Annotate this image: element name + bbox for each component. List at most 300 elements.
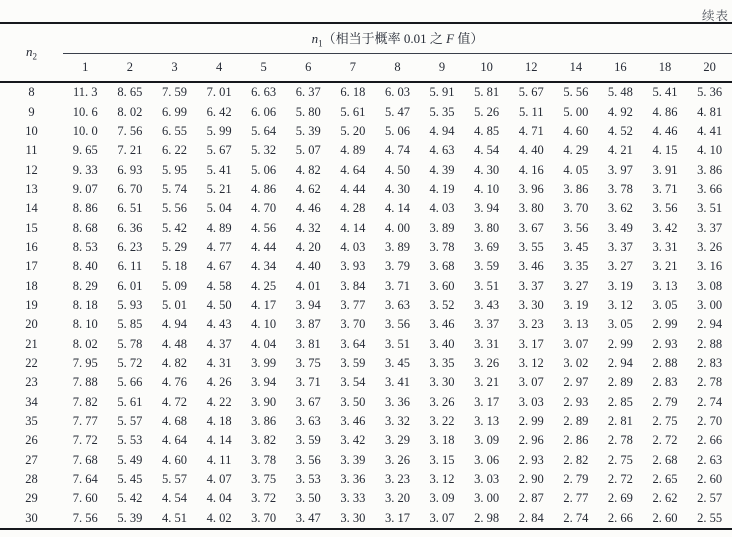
cell-value: 3. 91: [652, 162, 678, 177]
cell-value: 5. 56: [161, 201, 187, 216]
cell-value: 3. 35: [563, 259, 589, 274]
cell-value: 6. 11: [117, 259, 143, 274]
cell-value: 6. 93: [117, 162, 143, 177]
cell-value: 4. 04: [251, 336, 277, 351]
cell-value: 4. 44: [251, 239, 277, 254]
cell-value: 3. 42: [340, 433, 366, 448]
cell-value: 3. 45: [384, 355, 410, 370]
n2-cell: 9: [28, 104, 35, 119]
cell-value: 4. 29: [563, 143, 589, 158]
cell-value: 4. 48: [161, 336, 187, 351]
cell-value: 3. 07: [518, 375, 544, 390]
cell-value: 4. 30: [474, 162, 500, 177]
table-row: [0, 257, 732, 276]
cell-value: 5. 35: [429, 104, 455, 119]
cell-value: 2. 78: [607, 433, 633, 448]
cell-value: 5. 47: [384, 104, 410, 119]
cell-value: 3. 23: [384, 472, 410, 487]
table-row: [0, 489, 732, 508]
cell-value: 3. 19: [607, 278, 633, 293]
cell-value: 4. 77: [206, 239, 232, 254]
cell-value: 3. 75: [295, 355, 321, 370]
cell-value: 5. 45: [117, 472, 143, 487]
cell-value: 2. 86: [563, 433, 589, 448]
column-header: 12: [509, 54, 554, 83]
cell-value: 2. 81: [607, 414, 633, 429]
cell-value: 4. 10: [697, 143, 723, 158]
cell-value: 3. 78: [607, 181, 633, 196]
cell-value: 3. 37: [697, 220, 723, 235]
cell-value: 3. 23: [518, 317, 544, 332]
cell-value: 3. 03: [518, 394, 544, 409]
cell-value: 3. 97: [607, 162, 633, 177]
cell-value: 3. 26: [474, 355, 500, 370]
n1-subscript: 1: [318, 38, 323, 49]
n2-cell: 28: [25, 472, 38, 487]
cell-value: 3. 21: [652, 259, 678, 274]
cell-value: 5. 57: [161, 472, 187, 487]
cell-value: 3. 17: [474, 394, 500, 409]
cell-value: 6. 37: [295, 85, 321, 100]
cell-value: 3. 78: [429, 239, 455, 254]
n2-cell: 23: [25, 375, 38, 390]
cell-value: 4. 40: [518, 143, 544, 158]
cell-value: 4. 39: [429, 162, 455, 177]
table-row: [0, 451, 732, 470]
cell-value: 3. 67: [295, 394, 321, 409]
n2-cell: 19: [25, 297, 38, 312]
cell-value: 3. 93: [340, 259, 366, 274]
group-header-row: [0, 23, 732, 54]
table-row: [0, 276, 732, 295]
cell-value: 3. 36: [340, 472, 366, 487]
n2-cell: 29: [25, 491, 38, 506]
cell-value: 2. 93: [563, 394, 589, 409]
cell-value: 7. 59: [161, 85, 187, 100]
cell-value: 6. 63: [251, 85, 277, 100]
column-header: 3: [152, 54, 197, 83]
n2-cell: 34: [25, 394, 38, 409]
cell-value: 5. 42: [117, 491, 143, 506]
n2-cell: 27: [25, 452, 38, 467]
n2-cell: 35: [25, 414, 38, 429]
cell-value: 3. 70: [241, 509, 286, 529]
cell-value: 5. 07: [295, 143, 321, 158]
cell-value: 7. 68: [72, 452, 98, 467]
cell-value: 5. 66: [117, 375, 143, 390]
cell-value: 5. 61: [340, 104, 366, 119]
cell-value: 5. 39: [108, 509, 153, 529]
cell-value: 8. 40: [72, 259, 98, 274]
cell-value: 4. 64: [340, 162, 366, 177]
cell-value: 4. 63: [429, 143, 455, 158]
cell-value: 3. 37: [474, 317, 500, 332]
cell-value: 2. 75: [607, 452, 633, 467]
cell-value: 4. 89: [206, 220, 232, 235]
cell-value: 3. 80: [518, 201, 544, 216]
cell-value: 3. 71: [652, 181, 678, 196]
cell-value: 3. 17: [375, 509, 420, 529]
table-row: [0, 431, 732, 450]
cell-value: 4. 04: [206, 491, 232, 506]
cell-value: 3. 53: [295, 472, 321, 487]
cell-value: 3. 77: [340, 297, 366, 312]
cell-value: 6. 36: [117, 220, 143, 235]
table-row: [0, 180, 732, 199]
cell-value: 3. 08: [697, 278, 723, 293]
cell-value: 3. 80: [474, 220, 500, 235]
cell-value: 5. 61: [117, 394, 143, 409]
cell-value: 7. 72: [72, 433, 98, 448]
cell-value: 2. 60: [643, 509, 688, 529]
cell-value: 3. 26: [384, 452, 410, 467]
cell-value: 4. 76: [161, 375, 187, 390]
cell-value: 2. 79: [563, 472, 589, 487]
cell-value: 5. 39: [295, 123, 321, 138]
cell-value: 4. 10: [474, 181, 500, 196]
row-variable-header: [0, 23, 63, 82]
n2-subscript: 2: [32, 51, 37, 62]
cell-value: 3. 47: [286, 509, 331, 529]
column-header: 7: [331, 54, 376, 83]
column-header: 20: [687, 54, 732, 83]
f-variable: F: [446, 31, 455, 47]
cell-value: 3. 84: [340, 278, 366, 293]
cell-value: 5. 74: [161, 181, 187, 196]
cell-value: 6. 70: [117, 181, 143, 196]
cell-value: 3. 63: [295, 414, 321, 429]
cell-value: 5. 57: [117, 414, 143, 429]
table-row: [0, 393, 732, 412]
cell-value: 3. 82: [251, 433, 277, 448]
cell-value: 3. 59: [295, 433, 321, 448]
column-header: 1: [63, 54, 108, 83]
cell-value: 2. 85: [607, 394, 633, 409]
cell-value: 4. 74: [384, 143, 410, 158]
cell-value: 3. 99: [251, 355, 277, 370]
cell-value: 3. 26: [697, 239, 723, 254]
cell-value: 5. 41: [206, 162, 232, 177]
cell-value: 3. 49: [607, 220, 633, 235]
cell-value: 2. 66: [598, 509, 643, 529]
cell-value: 2. 90: [518, 472, 544, 487]
cell-value: 5. 06: [251, 162, 277, 177]
table-row: [0, 160, 732, 179]
cell-value: 3. 51: [384, 336, 410, 351]
cell-value: 6. 03: [384, 85, 410, 100]
cell-value: 3. 26: [429, 394, 455, 409]
cell-value: 5. 80: [295, 104, 321, 119]
cell-value: 2. 66: [697, 433, 723, 448]
cell-value: 3. 42: [652, 220, 678, 235]
cell-value: 2. 68: [652, 452, 678, 467]
cell-value: 3. 86: [251, 414, 277, 429]
cell-value: 3. 33: [340, 491, 366, 506]
cell-value: 3. 13: [474, 414, 500, 429]
cell-value: 5. 32: [251, 143, 277, 158]
cell-value: 3. 63: [384, 297, 410, 312]
cell-value: 3. 70: [340, 317, 366, 332]
cell-value: 5. 41: [652, 85, 678, 100]
cell-value: 7. 64: [72, 472, 98, 487]
cell-value: 3. 19: [563, 297, 589, 312]
cell-value: 3. 12: [518, 355, 544, 370]
cell-value: 5. 20: [340, 123, 366, 138]
cell-value: 8. 10: [72, 317, 98, 332]
cell-value: 4. 52: [607, 123, 633, 138]
cell-value: 5. 72: [117, 355, 143, 370]
cell-value: 3. 56: [652, 201, 678, 216]
cell-value: 7. 56: [63, 509, 108, 529]
cell-value: 3. 52: [429, 297, 455, 312]
cell-value: 2. 99: [607, 336, 633, 351]
cell-value: 3. 86: [697, 162, 723, 177]
cell-value: 3. 94: [474, 201, 500, 216]
cell-value: 3. 86: [563, 181, 589, 196]
cell-value: 3. 22: [429, 414, 455, 429]
cell-value: 3. 37: [607, 239, 633, 254]
cell-value: 4. 00: [384, 220, 410, 235]
cell-value: 4. 11: [206, 452, 232, 467]
cell-value: 3. 56: [295, 452, 321, 467]
column-header: 4: [197, 54, 242, 83]
cell-value: 2. 98: [464, 509, 509, 529]
cell-value: 4. 89: [340, 143, 366, 158]
cell-value: 2. 79: [652, 394, 678, 409]
cell-value: 3. 32: [384, 414, 410, 429]
cell-value: 7. 88: [72, 375, 98, 390]
cell-value: 4. 68: [161, 414, 187, 429]
n2-cell: 20: [25, 317, 38, 332]
cell-value: 3. 35: [429, 355, 455, 370]
n2-cell: 8: [28, 85, 35, 100]
cell-value: 2. 83: [697, 355, 723, 370]
cell-value: 5. 64: [251, 123, 277, 138]
cell-value: 8. 02: [117, 104, 143, 119]
cell-value: 3. 00: [697, 297, 723, 312]
cell-value: 4. 86: [251, 181, 277, 196]
cell-value: 4. 54: [474, 143, 500, 158]
cell-value: 2. 88: [652, 355, 678, 370]
n2-cell: 15: [25, 220, 38, 235]
cell-value: 3. 50: [340, 394, 366, 409]
cell-value: 4. 64: [161, 433, 187, 448]
n2-cell: 14: [25, 201, 38, 216]
cell-value: 4. 22: [206, 394, 232, 409]
cell-value: 6. 22: [161, 143, 187, 158]
cell-value: 5. 00: [563, 104, 589, 119]
cell-value: 3. 90: [251, 394, 277, 409]
cell-value: 4. 54: [161, 491, 187, 506]
cell-value: 4. 94: [161, 317, 187, 332]
cell-value: 3. 55: [518, 239, 544, 254]
cell-value: 7. 01: [206, 85, 232, 100]
table-body: [0, 82, 732, 529]
cell-value: 8. 29: [72, 278, 98, 293]
cell-value: 3. 13: [563, 317, 589, 332]
cell-value: 3. 02: [563, 355, 589, 370]
cell-value: 4. 14: [206, 433, 232, 448]
cell-value: 6. 55: [161, 123, 187, 138]
cell-value: 2. 94: [607, 355, 633, 370]
cell-value: 6. 42: [206, 104, 232, 119]
cell-value: 3. 75: [251, 472, 277, 487]
cell-value: 3. 78: [251, 452, 277, 467]
cell-value: 5. 06: [384, 123, 410, 138]
column-header: 5: [241, 54, 286, 83]
cell-value: 5. 42: [161, 220, 187, 235]
cell-value: 2. 94: [697, 317, 723, 332]
cell-value: 4. 92: [607, 104, 633, 119]
table-row: [0, 412, 732, 431]
cell-value: 3. 66: [697, 181, 723, 196]
cell-value: 4. 46: [295, 201, 321, 216]
cell-value: 3. 06: [474, 452, 500, 467]
n2-cell: 21: [25, 336, 38, 351]
cell-value: 5. 93: [117, 297, 143, 312]
cell-value: 3. 36: [384, 394, 410, 409]
cell-value: 2. 63: [697, 452, 723, 467]
cell-value: 3. 89: [384, 239, 410, 254]
cell-value: 8. 86: [72, 201, 98, 216]
cell-value: 3. 00: [474, 491, 500, 506]
cell-value: 3. 43: [474, 297, 500, 312]
cell-value: 6. 01: [117, 278, 143, 293]
table-row: [0, 199, 732, 218]
cell-value: 3. 51: [474, 278, 500, 293]
n2-cell: 18: [25, 278, 38, 293]
cell-value: 4. 34: [251, 259, 277, 274]
column-header: 2: [108, 54, 153, 83]
cell-value: 3. 46: [340, 414, 366, 429]
header-description-post: 值）: [454, 31, 484, 47]
cell-value: 2. 97: [563, 375, 589, 390]
cell-value: 7. 77: [72, 414, 98, 429]
table-row: [0, 334, 732, 353]
column-header: 10: [464, 54, 509, 83]
cell-value: 5. 26: [474, 104, 500, 119]
cell-value: 5. 91: [429, 85, 455, 100]
cell-value: 4. 85: [474, 123, 500, 138]
cell-value: 3. 69: [474, 239, 500, 254]
cell-value: 2. 84: [509, 509, 554, 529]
cell-value: 3. 12: [429, 472, 455, 487]
cell-value: 3. 46: [518, 259, 544, 274]
cell-value: 3. 16: [697, 259, 723, 274]
cell-value: 7. 60: [72, 491, 98, 506]
cell-value: 3. 87: [295, 317, 321, 332]
column-group-header: [63, 23, 732, 54]
cell-value: 6. 99: [161, 104, 187, 119]
cell-value: 3. 30: [518, 297, 544, 312]
table-row: [0, 509, 732, 529]
cell-value: 4. 44: [340, 181, 366, 196]
cell-value: 4. 50: [384, 162, 410, 177]
cell-value: 7. 56: [117, 123, 143, 138]
cell-value: 8. 02: [72, 336, 98, 351]
cell-value: 2. 89: [563, 414, 589, 429]
cell-value: 4. 28: [340, 201, 366, 216]
column-header: 14: [554, 54, 599, 83]
cell-value: 4. 25: [251, 278, 277, 293]
cell-value: 2. 72: [652, 433, 678, 448]
cell-value: 2. 75: [652, 414, 678, 429]
cell-value: 3. 46: [429, 317, 455, 332]
cell-value: 4. 60: [563, 123, 589, 138]
cell-value: 4. 20: [295, 239, 321, 254]
cell-value: 2. 77: [563, 491, 589, 506]
cell-value: 3. 31: [652, 239, 678, 254]
n2-variable: n: [26, 43, 33, 59]
cell-value: 3. 56: [384, 317, 410, 332]
cell-value: 4. 14: [384, 201, 410, 216]
cell-value: 3. 31: [474, 336, 500, 351]
table-row: [0, 354, 732, 373]
cell-value: 3. 09: [429, 491, 455, 506]
cell-value: 10. 0: [72, 123, 98, 138]
cell-value: 6. 51: [117, 201, 143, 216]
cell-value: 4. 05: [563, 162, 589, 177]
cell-value: 5. 11: [518, 104, 544, 119]
table-row: [0, 102, 732, 121]
cell-value: 8. 18: [72, 297, 98, 312]
cell-value: 4. 86: [652, 104, 678, 119]
cell-value: 3. 05: [652, 297, 678, 312]
cell-value: 5. 67: [206, 143, 232, 158]
cell-value: 3. 68: [429, 259, 455, 274]
cell-value: 3. 59: [340, 355, 366, 370]
cell-value: 4. 70: [251, 201, 277, 216]
column-header: 8: [375, 54, 420, 83]
cell-value: 4. 41: [697, 123, 723, 138]
column-header: 9: [420, 54, 465, 83]
cell-value: 5. 18: [161, 259, 187, 274]
cell-value: 3. 67: [518, 220, 544, 235]
cell-value: 4. 81: [697, 104, 723, 119]
table-row: [0, 470, 732, 489]
cell-value: 3. 45: [563, 239, 589, 254]
cell-value: 3. 13: [652, 278, 678, 293]
cell-value: 3. 50: [295, 491, 321, 506]
cell-value: 3. 81: [295, 336, 321, 351]
cell-value: 3. 64: [340, 336, 366, 351]
cell-value: 4. 02: [197, 509, 242, 529]
cell-value: 5. 49: [117, 452, 143, 467]
cell-value: 4. 26: [206, 375, 232, 390]
cell-value: 4. 40: [295, 259, 321, 274]
cell-value: 2. 89: [607, 375, 633, 390]
cell-value: 7. 21: [117, 143, 143, 158]
table-row: [0, 141, 732, 160]
n1-variable: n: [311, 31, 319, 47]
cell-value: 10. 6: [72, 104, 98, 119]
table-row: [0, 122, 732, 141]
cell-value: 5. 99: [206, 123, 232, 138]
cell-value: 3. 60: [429, 278, 455, 293]
cell-value: 3. 09: [474, 433, 500, 448]
cell-value: 2. 83: [652, 375, 678, 390]
cell-value: 2. 74: [554, 509, 599, 529]
cell-value: 3. 20: [384, 491, 410, 506]
n2-cell: 26: [25, 433, 38, 448]
table-row: [0, 218, 732, 237]
cell-value: 2. 99: [518, 414, 544, 429]
cell-value: 4. 17: [251, 297, 277, 312]
cell-value: 5. 56: [563, 85, 589, 100]
cell-value: 7. 95: [72, 355, 98, 370]
cell-value: 9. 33: [72, 162, 98, 177]
cell-value: 3. 30: [429, 375, 455, 390]
